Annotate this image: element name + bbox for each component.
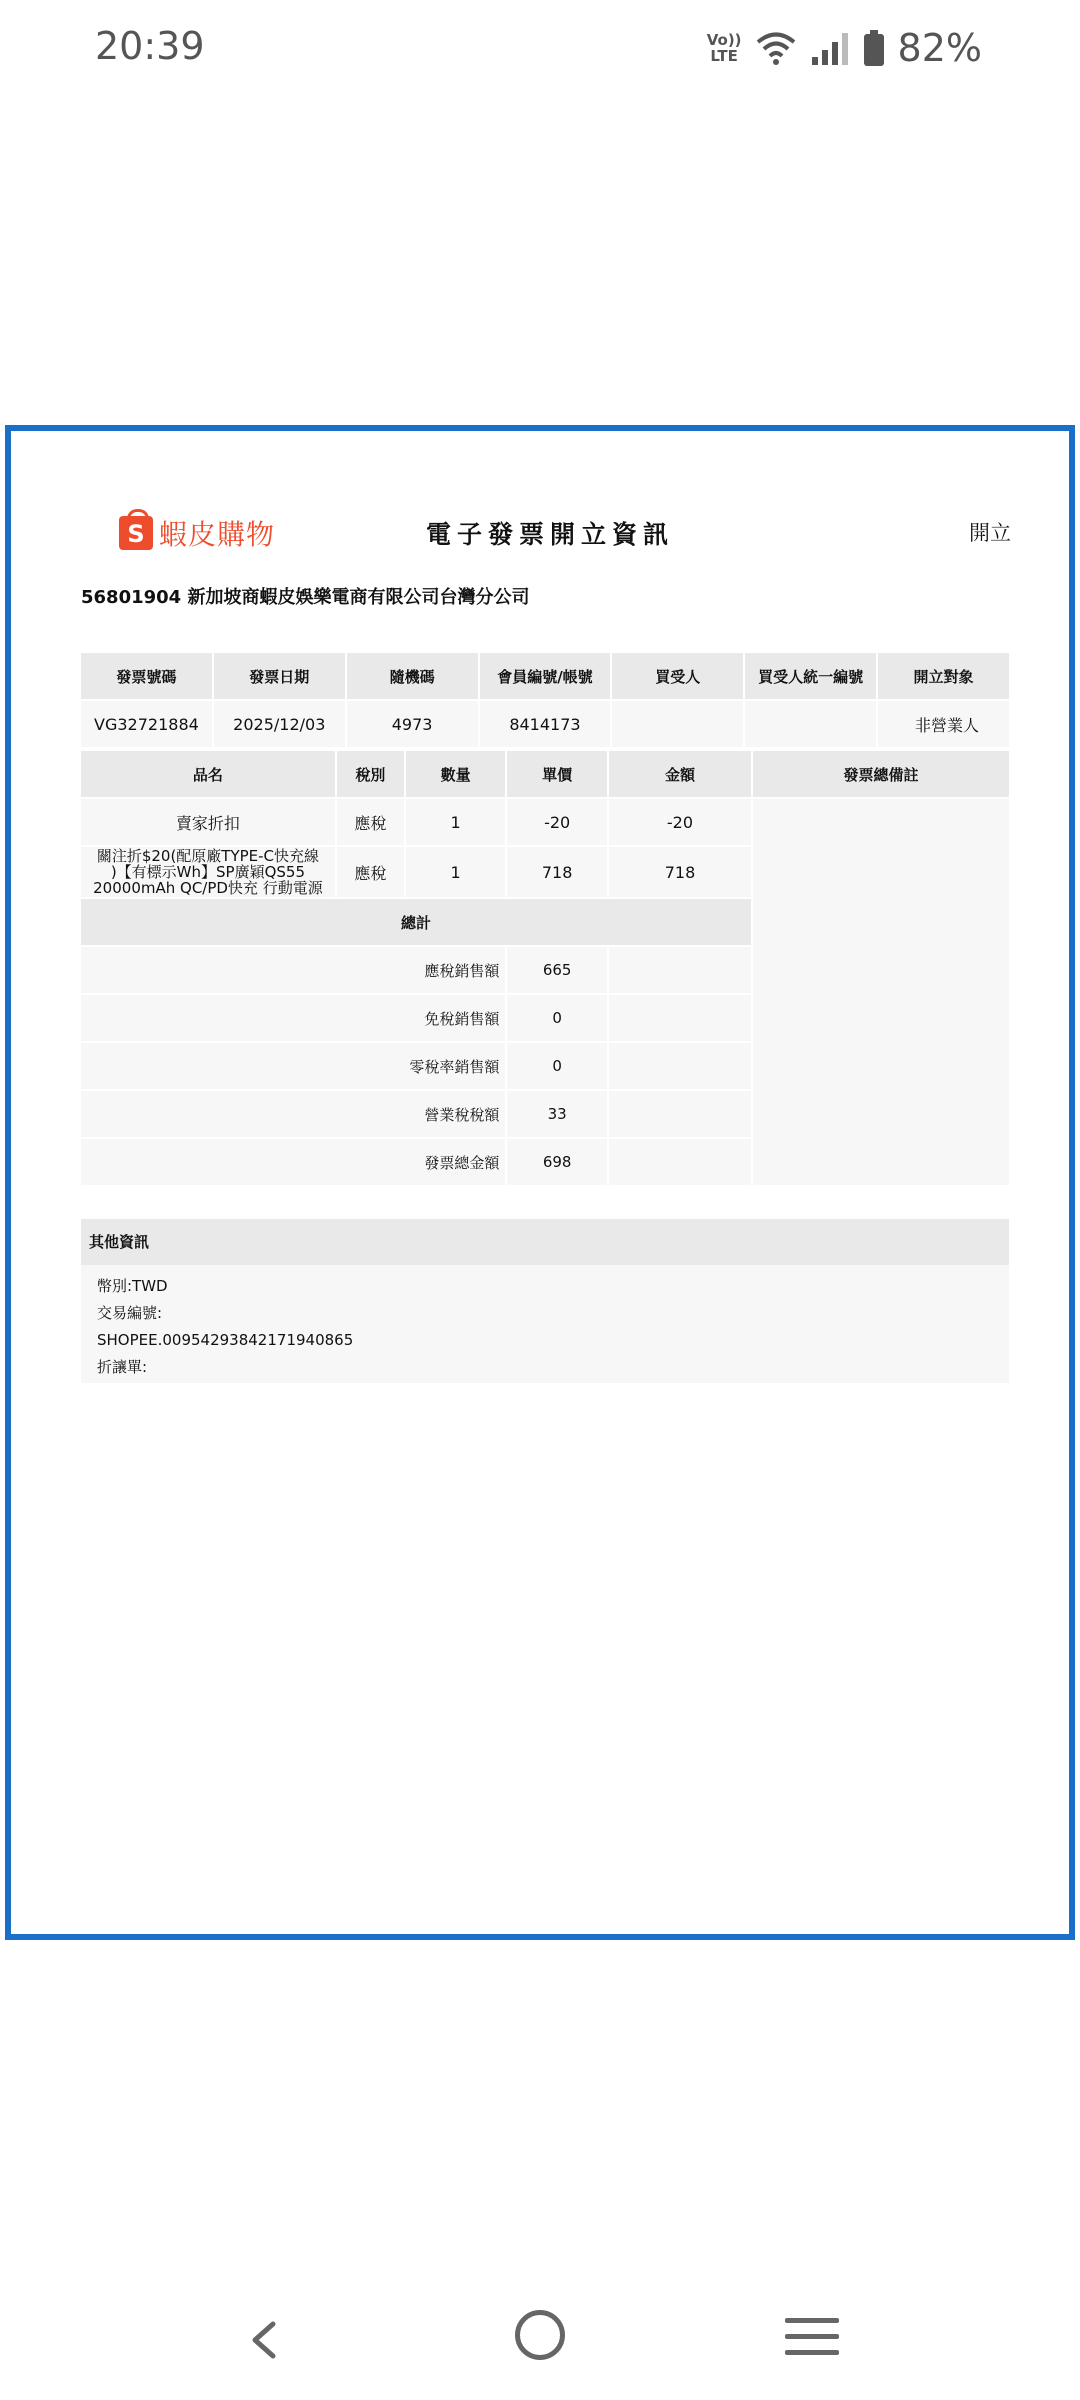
header-issue-target: 開立對象: [878, 653, 1009, 699]
shopee-bag-icon: S: [119, 516, 153, 550]
volte-icon: Vo)) LTE: [706, 31, 742, 65]
other-info-body: [81, 1265, 1009, 1383]
invoice-remark: [753, 799, 1009, 1185]
total-label: 營業稅稅額: [81, 1091, 505, 1137]
item-tax: 應稅: [337, 847, 404, 897]
buyer-tax-id: [745, 701, 876, 747]
total-value: 665: [507, 947, 607, 993]
header-random-code: 隨機碼: [347, 653, 478, 699]
total-value: 0: [507, 1043, 607, 1089]
member-id: 8414173: [480, 701, 611, 747]
invoice-date: 2025/12/03: [214, 701, 345, 747]
total-label: 免稅銷售額: [81, 995, 505, 1041]
invoice-document: [81, 501, 1011, 1383]
total-label: 應稅銷售額: [81, 947, 505, 993]
item-name: 關注折$20(配原廠TYPE-C快充線 )【有標示Wh】SP廣穎QS55 20000mAh QC/PD快充 行動電源: [81, 847, 335, 897]
item-amount: 718: [609, 847, 751, 897]
header-tax-type: 稅別: [337, 751, 404, 797]
header-invoice-date: 發票日期: [214, 653, 345, 699]
total-blank: [609, 1139, 751, 1185]
item-row: [81, 799, 1009, 845]
invoice-number: VG32721884: [81, 701, 212, 747]
item-price: 718: [507, 847, 607, 897]
status-time: 20:39: [95, 24, 205, 68]
items-table: [79, 749, 1011, 1187]
header-buyer: 買受人: [612, 653, 743, 699]
transaction-id: SHOPEE.00954293842171940865: [97, 1331, 354, 1349]
items-header-row: [81, 751, 1009, 797]
item-qty: 1: [406, 847, 506, 897]
item-qty: 1: [406, 799, 506, 845]
total-value: 0: [507, 995, 607, 1041]
invoice-status: 開立: [969, 521, 1011, 545]
total-label: 發票總金額: [81, 1139, 505, 1185]
other-info-section: [81, 1219, 1009, 1383]
buyer: [612, 701, 743, 747]
header-member-id: 會員編號/帳號: [480, 653, 611, 699]
total-blank: [609, 1091, 751, 1137]
total-label: 零稅率銷售額: [81, 1043, 505, 1089]
currency: 幣別:TWD: [97, 1277, 168, 1295]
item-tax: 應稅: [337, 799, 404, 845]
seller-info: 56801904 新加坡商蝦皮娛樂電商有限公司台灣分公司: [81, 587, 530, 608]
total-blank: [609, 995, 751, 1041]
recent-apps-icon[interactable]: [785, 2318, 839, 2366]
issue-target: 非營業人: [878, 701, 1009, 747]
status-bar: [0, 0, 1080, 100]
navigation-bar: [0, 2280, 1080, 2400]
invoice-info-row: [81, 701, 1009, 747]
total-value: 698: [507, 1139, 607, 1185]
logo-text: 蝦皮購物: [159, 518, 276, 551]
wifi-icon: [756, 31, 796, 65]
total-blank: [609, 947, 751, 993]
other-info-title: 其他資訊: [81, 1219, 1009, 1265]
signal-icon: [810, 31, 850, 65]
total-value: 33: [507, 1091, 607, 1137]
header-item-name: 品名: [81, 751, 335, 797]
shopee-logo: [119, 513, 275, 553]
header-invoice-remark: 發票總備註: [753, 751, 1009, 797]
header-quantity: 數量: [406, 751, 506, 797]
invoice-table: [79, 651, 1011, 749]
totals-title: 總計: [81, 899, 751, 945]
allowance-note: 折讓單:: [97, 1358, 148, 1376]
battery-percentage: 82%: [897, 26, 982, 70]
header-unit-price: 單價: [507, 751, 607, 797]
invoice-header-row: [81, 653, 1009, 699]
item-name: 賣家折扣: [81, 799, 335, 845]
transaction-label: 交易編號:: [97, 1304, 163, 1322]
battery-icon: [864, 30, 884, 66]
invoice-title: 電子發票開立資訊: [426, 520, 675, 549]
home-icon[interactable]: [515, 2310, 565, 2360]
status-icons: [707, 26, 982, 70]
header-amount: 金額: [609, 751, 751, 797]
header-buyer-tax-id: 買受人統一編號: [745, 653, 876, 699]
random-code: 4973: [347, 701, 478, 747]
back-icon[interactable]: [245, 2320, 285, 2360]
invoice-header: [81, 501, 1011, 561]
header-invoice-number: 發票號碼: [81, 653, 212, 699]
item-amount: -20: [609, 799, 751, 845]
item-price: -20: [507, 799, 607, 845]
invoice-document-frame: [5, 425, 1075, 1940]
total-blank: [609, 1043, 751, 1089]
